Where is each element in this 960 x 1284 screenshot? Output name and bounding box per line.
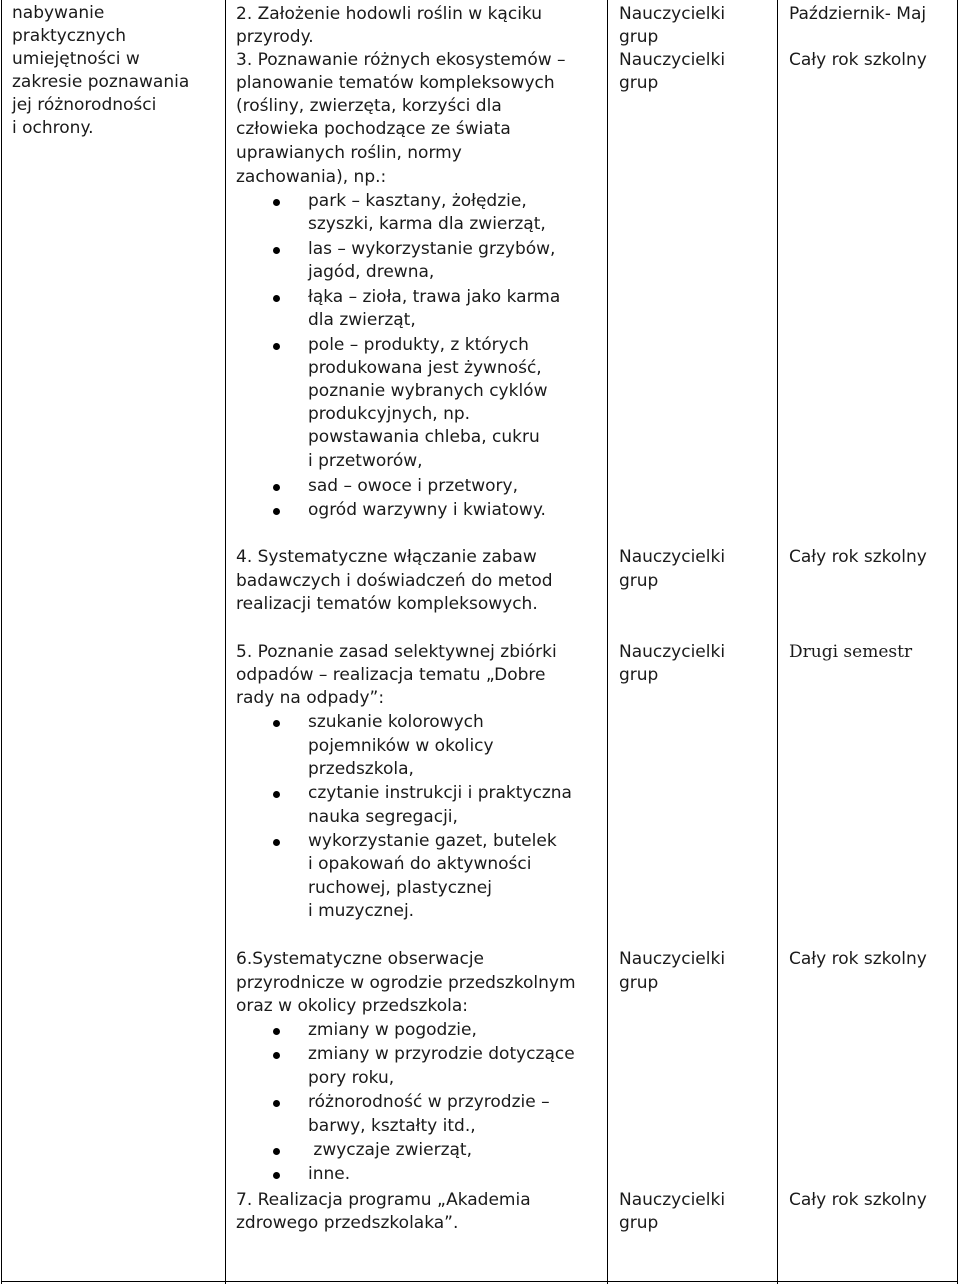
deadline: Cały rok szkolny xyxy=(789,547,927,567)
bullet-icon xyxy=(273,1100,280,1107)
task-line: 4. Systematyczne włączanie zabaw xyxy=(236,547,537,567)
responsible-line: grup xyxy=(619,1213,659,1233)
bullet-line: przedszkola, xyxy=(308,759,414,779)
bullet-icon xyxy=(273,484,280,491)
table-divider-col1 xyxy=(225,0,226,1284)
bullet-line: las – wykorzystanie grzybów, xyxy=(308,239,556,259)
bullet-icon xyxy=(273,295,280,302)
deadline: Cały rok szkolny xyxy=(789,949,927,969)
responsible-line: grup xyxy=(619,571,659,591)
bullet-line: jagód, drewna, xyxy=(308,262,435,282)
task-line: 3. Poznawanie różnych ekosystemów – xyxy=(236,50,566,70)
goal-line: zakresie poznawania xyxy=(12,72,190,92)
table-border-bottom xyxy=(1,1281,958,1282)
deadline: Październik- Maj xyxy=(789,4,927,24)
responsible-line: Nauczycielki xyxy=(619,4,726,24)
task-line: 7. Realizacja programu „Akademia xyxy=(236,1190,531,1210)
goal-line: umiejętności w xyxy=(12,49,140,69)
task-line: odpadów – realizacja tematu „Dobre xyxy=(236,665,546,685)
bullet-icon xyxy=(273,791,280,798)
bullet-line: produkowana jest żywność, xyxy=(308,358,542,378)
bullet-line: barwy, kształty itd., xyxy=(308,1116,476,1136)
bullet-line: szyszki, karma dla zwierząt, xyxy=(308,214,546,234)
bullet-line: ruchowej, plastycznej xyxy=(308,878,492,898)
bullet-icon xyxy=(273,1052,280,1059)
bullet-line: nauka segregacji, xyxy=(308,807,458,827)
bullet-line: pory roku, xyxy=(308,1068,395,1088)
bullet-icon xyxy=(273,1028,280,1035)
bullet-line: pojemników w okolicy xyxy=(308,736,494,756)
bullet-line: dla zwierząt, xyxy=(308,310,416,330)
bullet-line: produkcyjnych, np. xyxy=(308,404,471,424)
goal-line: praktycznych xyxy=(12,26,126,46)
task-line: zdrowego przedszkolaka”. xyxy=(236,1213,459,1233)
task-line: realizacji tematów kompleksowych. xyxy=(236,594,538,614)
task-line: planowanie tematów kompleksowych xyxy=(236,73,555,93)
bullet-line: pole – produkty, z których xyxy=(308,335,529,355)
task-line: 6.Systematyczne obserwacje xyxy=(236,949,485,969)
bullet-line: inne. xyxy=(308,1164,351,1184)
bullet-icon xyxy=(273,343,280,350)
task-line: przyrody. xyxy=(236,27,314,47)
table-border-left xyxy=(1,0,2,1284)
bullet-line: i przetworów, xyxy=(308,451,423,471)
responsible-line: Nauczycielki xyxy=(619,547,726,567)
task-line: przyrodnicze w ogrodzie przedszkolnym xyxy=(236,973,576,993)
task-line: zachowania), np.: xyxy=(236,167,387,187)
responsible-line: grup xyxy=(619,665,659,685)
bullet-line: wykorzystanie gazet, butelek xyxy=(308,831,557,851)
responsible-line: grup xyxy=(619,973,659,993)
bullet-line: ogród warzywny i kwiatowy. xyxy=(308,500,546,520)
bullet-line: poznanie wybranych cyklów xyxy=(308,381,548,401)
bullet-line: zmiany w pogodzie, xyxy=(308,1020,477,1040)
bullet-line: zwyczaje zwierząt, xyxy=(308,1140,472,1160)
responsible-line: grup xyxy=(619,27,659,47)
bullet-icon xyxy=(273,247,280,254)
task-line: badawczych i doświadczeń do metod xyxy=(236,571,553,591)
bullet-line: szukanie kolorowych xyxy=(308,712,484,732)
bullet-line: powstawania chleba, cukru xyxy=(308,427,540,447)
bullet-icon xyxy=(273,1172,280,1179)
bullet-line: i muzycznej. xyxy=(308,901,415,921)
responsible-line: Nauczycielki xyxy=(619,1190,726,1210)
bullet-line: sad – owoce i przetwory, xyxy=(308,476,519,496)
bullet-icon xyxy=(273,839,280,846)
table-divider-col3 xyxy=(777,0,778,1284)
bullet-line: różnorodność w przyrodzie – xyxy=(308,1092,550,1112)
bullet-icon xyxy=(273,1148,280,1155)
bullet-line: czytanie instrukcji i praktyczna xyxy=(308,783,572,803)
bullet-line: i opakowań do aktywności xyxy=(308,854,532,874)
task-line: człowieka pochodzące ze świata xyxy=(236,119,511,139)
responsible-line: Nauczycielki xyxy=(619,949,726,969)
bullet-line: łąka – zioła, trawa jako karma xyxy=(308,287,561,307)
deadline: Cały rok szkolny xyxy=(789,50,927,70)
goal-line: nabywanie xyxy=(12,3,105,23)
task-line: rady na odpady”: xyxy=(236,688,385,708)
goal-line: i ochrony. xyxy=(12,118,94,138)
bullet-icon xyxy=(273,508,280,515)
task-line: oraz w okolicy przedszkola: xyxy=(236,996,468,1016)
bullet-line: zmiany w przyrodzie dotyczące xyxy=(308,1044,575,1064)
responsible-line: Nauczycielki xyxy=(619,642,726,662)
bullet-icon xyxy=(273,199,280,206)
goal-line: jej różnorodności xyxy=(12,95,157,115)
bullet-line: park – kasztany, żołędzie, xyxy=(308,191,527,211)
task-line: uprawianych roślin, normy xyxy=(236,143,462,163)
task-line: (rośliny, zwierzęta, korzyści dla xyxy=(236,96,502,116)
table-border-right xyxy=(957,0,958,1284)
table-divider-col2 xyxy=(607,0,608,1284)
bullet-icon xyxy=(273,720,280,727)
deadline: Cały rok szkolny xyxy=(789,1190,927,1210)
responsible-line: grup xyxy=(619,73,659,93)
task-line: 2. Założenie hodowli roślin w kąciku xyxy=(236,4,543,24)
task-line: 5. Poznanie zasad selektywnej zbiórki xyxy=(236,642,557,662)
responsible-line: Nauczycielki xyxy=(619,50,726,70)
deadline: Drugi semestr xyxy=(789,642,913,662)
